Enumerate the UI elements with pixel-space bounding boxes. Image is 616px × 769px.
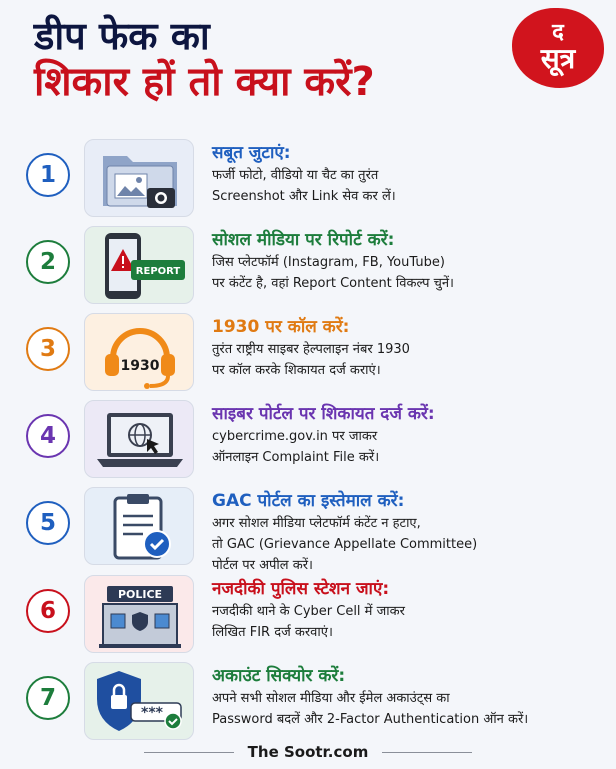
step-number: 7	[26, 676, 70, 720]
step-heading: सबूत जुटाएं:	[212, 143, 291, 163]
step-desc-line: फर्जी फोटो, वीडियो या चैट का तुरंत	[212, 168, 379, 183]
footer-divider-right	[382, 752, 472, 753]
step-text	[212, 227, 602, 295]
helpline-number-text: 1930	[120, 358, 160, 374]
step-5	[22, 484, 602, 573]
step-4	[22, 397, 602, 481]
step-number: 1	[26, 153, 70, 197]
police-station-icon	[84, 575, 194, 653]
step-heading: साइबर पोर्टल पर शिकायत दर्ज करें:	[212, 404, 435, 424]
password-mask-text: ***	[141, 705, 163, 721]
step-text	[212, 576, 602, 644]
sootr-logo	[512, 8, 604, 88]
step-number: 2	[26, 240, 70, 284]
footer-divider-left	[144, 752, 234, 753]
report-badge-text: REPORT	[135, 266, 181, 277]
step-number: 5	[26, 501, 70, 545]
step-desc-line: cybercrime.gov.in पर जाकर	[212, 429, 378, 444]
step-number: 6	[26, 589, 70, 633]
step-heading: सोशल मीडिया पर रिपोर्ट करें:	[212, 230, 395, 250]
step-1	[22, 136, 602, 220]
step-text	[212, 488, 602, 576]
step-number: 3	[26, 327, 70, 371]
logo-bottom-text: सूत्र	[540, 41, 576, 75]
footer	[0, 740, 616, 764]
phone-report-icon	[84, 226, 194, 304]
step-7	[22, 659, 602, 743]
step-desc-line: Password बदलें और 2-Factor Authentication ऑन करें।	[212, 711, 529, 727]
step-heading: अकाउंट सिक्योर करें:	[212, 666, 346, 686]
page-title	[34, 14, 375, 106]
step-3	[22, 310, 602, 394]
step-desc-line: पोर्टल पर अपील करें।	[212, 557, 313, 573]
logo-top-text: द	[552, 19, 564, 45]
police-sign-text: POLICE	[117, 588, 163, 601]
step-heading: 1930 पर कॉल करें:	[212, 317, 350, 337]
step-desc-line: ऑनलाइन Complaint File करें।	[212, 449, 380, 465]
step-desc-line: अपने सभी सोशल मीडिया और ईमेल अकाउंट्स का	[212, 691, 450, 706]
step-2	[22, 223, 602, 307]
step-text	[212, 314, 602, 382]
step-desc-line: जिस प्लेटफॉर्म (Instagram, FB, YouTube)	[212, 255, 445, 270]
step-number: 4	[26, 414, 70, 458]
step-text	[212, 663, 602, 731]
step-heading: नजदीकी पुलिस स्टेशन जाएं:	[212, 579, 390, 599]
step-desc-line: पर कंटेंट है, वहां Report Content विकल्प चुनें।	[212, 275, 454, 291]
step-desc-line: तो GAC (Grievance Appellate Committee)	[212, 536, 478, 552]
folder-camera-icon	[84, 139, 194, 217]
step-desc-line: लिखित FIR दर्ज करवाएं।	[212, 624, 333, 640]
step-text	[212, 401, 602, 469]
step-6	[22, 572, 602, 656]
laptop-globe-icon	[84, 400, 194, 478]
title-line-1: डीप फेक का	[34, 14, 210, 58]
step-desc-line: अगर सोशल मीडिया प्लेटफॉर्म कंटेंट न हटाए,	[212, 516, 421, 531]
shield-lock-icon	[84, 662, 194, 740]
headset-icon	[84, 313, 194, 391]
footer-site-text: The Sootr.com	[247, 743, 369, 761]
step-desc-line: नजदीकी थाने के Cyber Cell में जाकर	[212, 604, 405, 619]
step-desc-line: पर कॉल करके शिकायत दर्ज कराएं।	[212, 362, 381, 378]
clipboard-check-icon	[84, 487, 194, 565]
step-desc-line: Screenshot और Link सेव कर लें।	[212, 188, 396, 204]
step-desc-line: तुरंत राष्ट्रीय साइबर हेल्पलाइन नंबर 1930	[212, 342, 410, 357]
title-line-2: शिकार हों तो क्या करें?	[34, 58, 375, 105]
step-heading: GAC पोर्टल का इस्तेमाल करें:	[212, 491, 405, 511]
step-text	[212, 140, 602, 208]
